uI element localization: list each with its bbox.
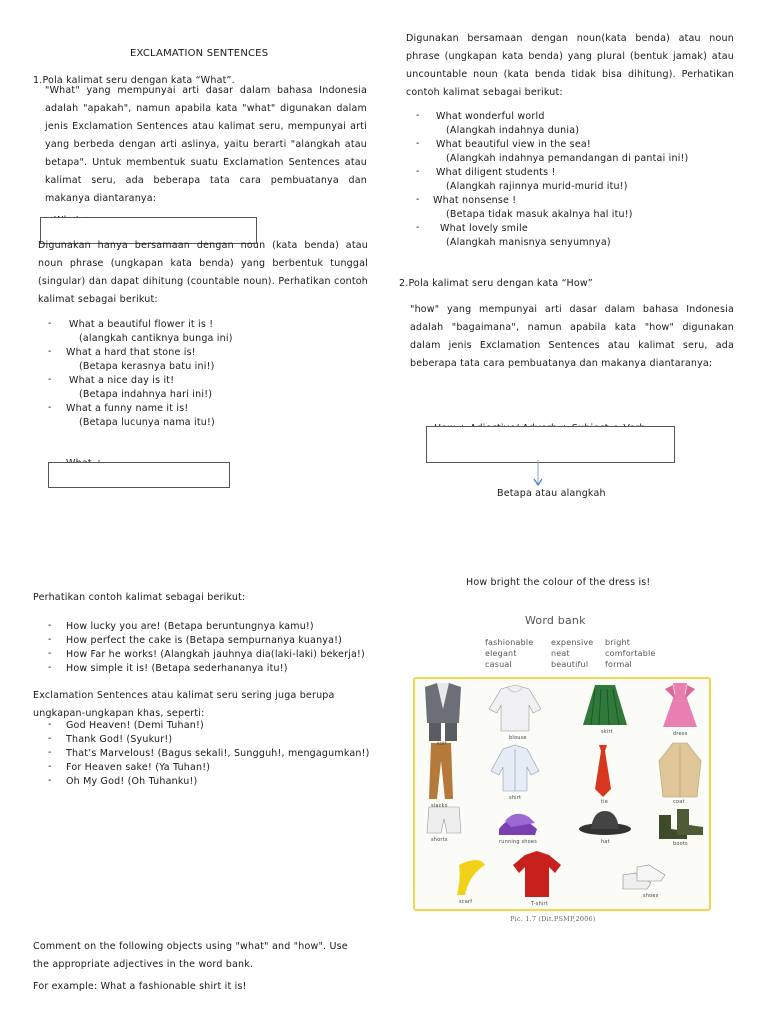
clothing-label: shirt [509, 795, 522, 801]
example-english: What a nice day is it! [69, 375, 175, 386]
word-bank-word: bright [605, 638, 631, 647]
example-translation: (Betapa indahnya hari ini!) [79, 389, 213, 400]
word-bank-word: casual [485, 660, 512, 669]
shoes-icon [623, 865, 665, 889]
suit-icon [425, 683, 461, 741]
clothing-label: tie [601, 799, 609, 805]
idiom-item: God Heaven! (Demi Tuhan!) [66, 720, 204, 731]
word-bank-word: neat [551, 649, 570, 658]
skirt-icon [583, 685, 627, 725]
clothing-label: shorts [431, 837, 448, 843]
bullet-dash: - [48, 719, 52, 730]
countable-noun-paragraph: Digunakan hanya bersamaan dengan noun (kata benda) atau noun phrase (ungkapan kata benda) yang berbentuk tunggal (singular) dan dapat dihitung (countable noun). Perhatikan contoh kalimat sebagai berikut: [38, 240, 368, 305]
example-translation: (Alangkah indahnya dunia) [446, 125, 580, 136]
example-english: What a beautiful flower it is ! [69, 319, 214, 330]
idioms-intro: Exclamation Sentences atau kalimat seru sering juga berupa ungkapan-ungkapan khas, seperti: [33, 690, 335, 719]
word-bank-word: expensive [551, 638, 594, 647]
bullet-dash: - [48, 747, 52, 758]
bullet-dash: - [416, 138, 420, 149]
bullet-dash: - [48, 634, 52, 645]
how-example: How lucky you are! (Betapa beruntungnya kamu!) [66, 621, 314, 632]
clothing-label: suit [437, 741, 447, 747]
bullet-dash: - [48, 620, 52, 631]
idiom-item: For Heaven sake! (Ya Tuhan!) [66, 762, 211, 773]
coat-icon [659, 743, 701, 797]
example-translation: (Alangkah rajinnya murid-murid itu!) [446, 181, 628, 192]
example-english: What a funny name it is! [66, 403, 189, 414]
example-translation: (Betapa lucunya nama itu!) [79, 417, 215, 428]
how-examples-intro: Perhatikan contoh kalimat sebagai berikut: [33, 592, 246, 603]
example-english: What wonderful world [436, 111, 545, 122]
word-bank-word: beautiful [551, 660, 589, 669]
clothing-illustration [415, 679, 709, 909]
clothing-label: boots [673, 841, 688, 847]
formula-box-2 [48, 462, 230, 488]
section2-heading: 2.Pola kalimat seru dengan kata “How” [399, 278, 593, 289]
how-example: How Far he works! (Alangkah jauhnya dia(laki-laki) bekerja!) [66, 649, 365, 660]
clothing-picture [413, 677, 711, 911]
bullet-dash: - [48, 662, 52, 673]
word-bank-word: elegant [485, 649, 517, 658]
dress-icon [663, 683, 697, 727]
bullet-dash: - [48, 648, 52, 659]
clothing-label: slacks [431, 803, 448, 809]
tshirt-icon [513, 851, 561, 897]
bullet-dash: - [48, 402, 52, 413]
bullet-dash: - [48, 761, 52, 772]
example-english: What diligent students ! [436, 167, 556, 178]
clothing-label: dress [673, 731, 688, 737]
picture-caption: Pic. 1.7 (Dit.PSMP,2006) [510, 915, 596, 923]
section1-heading: 1.Pola kalimat seru dengan kata “What”. [33, 75, 235, 86]
bullet-dash: - [416, 194, 420, 205]
how-example: How perfect the cake is (Betapa sempurnanya kuanya!) [66, 635, 343, 646]
scarf-icon [457, 860, 485, 895]
example-english: What lovely smile [440, 223, 528, 234]
shorts-icon [427, 807, 461, 833]
example-english: What nonsense ! [433, 195, 517, 206]
example-translation: (Alangkah indahnya pemandangan di pantai ini!) [446, 153, 689, 164]
section2-paragraph: "how" yang mempunyai arti dasar dalam bahasa Indonesia adalah "bagaimana", namun apabila kata "how" digunakan dalam jenis Exclamation Sentences atau kalimat seru, ada beberapa tata cara pembuatanya dan makanya diantaranya: [410, 304, 734, 369]
formula-box-3 [426, 426, 675, 463]
exercise-example: For example: What a fashionable shirt it is! [33, 981, 247, 992]
word-bank-word: fashionable [485, 638, 534, 647]
idiom-item: Thank God! (Syukur!) [66, 734, 173, 745]
example-translation: (alangkah cantiknya bunga ini) [79, 333, 233, 344]
clothing-label: scarf [459, 899, 473, 905]
idiom-item: Oh My God! (Oh Tuhanku!) [66, 776, 198, 787]
bullet-dash: - [48, 318, 52, 329]
bullet-dash: - [48, 775, 52, 786]
slacks-icon [429, 743, 453, 799]
clothing-label: running shoes [499, 839, 537, 845]
clothing-label: coat [673, 799, 685, 805]
example-translation: (Betapa tidak masuk akalnya hal itu!) [446, 209, 633, 220]
example-english: What a hard that stone is! [66, 347, 196, 358]
hat-icon [579, 811, 631, 835]
word-bank-word: comfortable [605, 649, 656, 658]
section1-paragraph: "What" yang mempunyai arti dasar dalam bahasa Indonesia adalah "apakah", namun apabila kata "what" digunakan dalam jenis Exclamation Sentences atau kalimat seru, mempunyai arti yang berbeda dengan arti aslinya, yaitu berarti "alangkah atau betapa". Untuk membentuk suatu Exclamation Sentences atau kalimat seru, ada beberapa tata cara pembuatanya dan makanya diantaranya: [45, 85, 367, 204]
shirt-icon [491, 745, 539, 791]
word-bank-word: formal [605, 660, 632, 669]
example-english: What beautiful view in the sea! [436, 139, 591, 150]
bullet-dash: - [48, 346, 52, 357]
bullet-dash: - [416, 222, 420, 233]
running-shoes-icon [499, 814, 537, 835]
blouse-icon [489, 685, 541, 731]
exercise-instruction: Comment on the following objects using "what" and "how". Use the appropriate adjectives in the word bank. [33, 941, 348, 970]
clothing-label: hat [601, 839, 610, 845]
bullet-dash: - [416, 110, 420, 121]
word-bank-title: Word bank [525, 614, 586, 627]
bullet-dash: - [48, 733, 52, 744]
idiom-item: That’s Marvelous! (Bagus sekali!, Sungguh!, mengagumkan!) [66, 748, 370, 759]
plural-noun-paragraph: Digunakan bersamaan dengan noun(kata benda) atau noun phrase (ungkapan kata benda) yang plural (bentuk jamak) atau uncountable noun (kata benda tidak bisa dihitung). Perhatikan contoh kalimat sebagai berikut: [406, 33, 734, 98]
clothing-label: shoes [643, 893, 659, 899]
page-title: EXCLAMATION SENTENCES [130, 48, 269, 59]
clothing-label: blouse [509, 735, 527, 741]
bullet-dash: - [416, 166, 420, 177]
boots-icon [659, 809, 703, 839]
example-translation: (Betapa kerasnya batu ini!) [79, 361, 215, 372]
bullet-dash: - [48, 374, 52, 385]
clothing-label: skirt [601, 729, 613, 735]
tie-icon [595, 745, 611, 797]
down-arrow-icon [531, 460, 545, 488]
arrow-caption: Betapa atau alangkah [497, 488, 606, 499]
clothing-label: T-shirt [531, 901, 548, 907]
how-example: How simple it is! (Betapa sederhananya itu!) [66, 663, 288, 674]
how-example-sentence: How bright the colour of the dress is! [466, 577, 651, 588]
example-translation: (Alangkah manisnya senyumnya) [446, 237, 611, 248]
